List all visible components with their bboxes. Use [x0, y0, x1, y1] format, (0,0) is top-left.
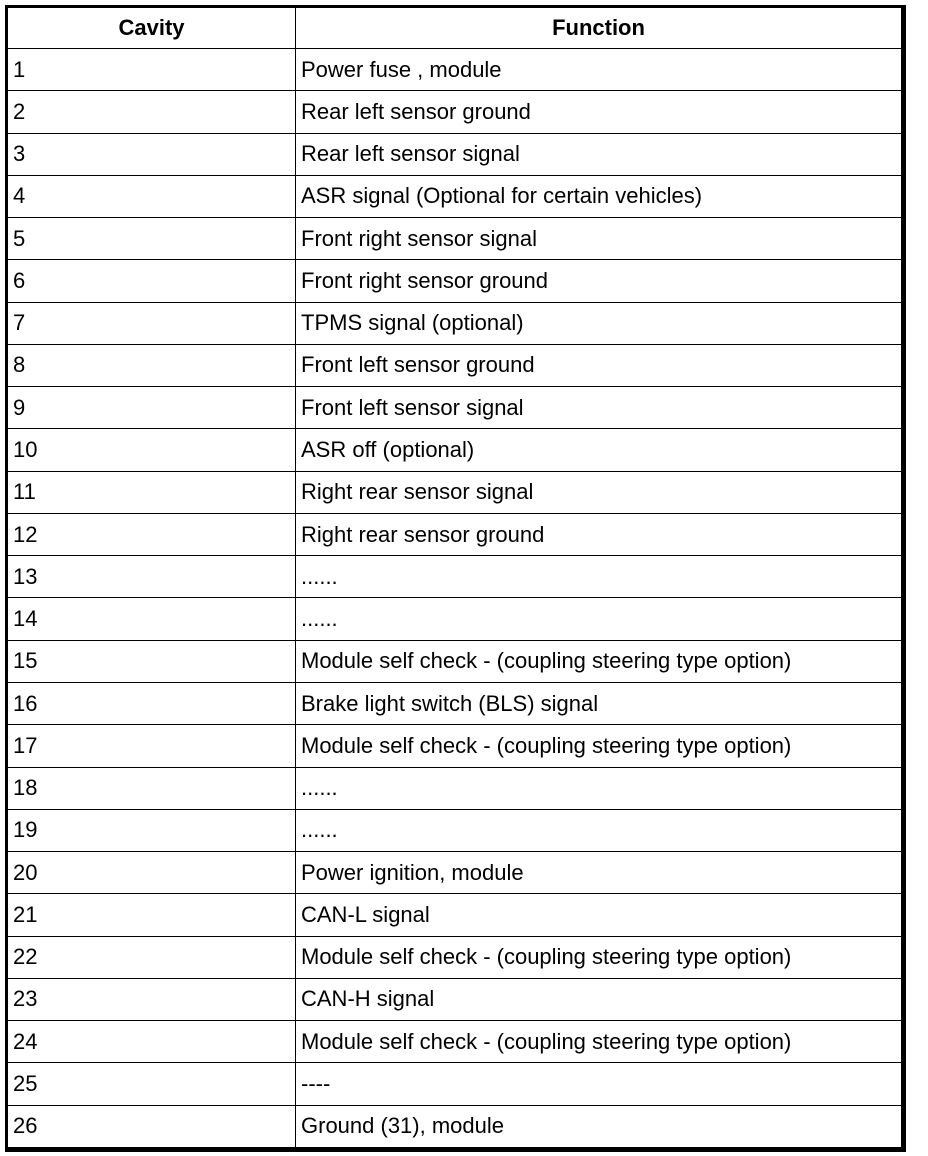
cavity-cell: 23 — [8, 978, 296, 1020]
function-cell: Right rear sensor signal — [296, 471, 902, 513]
table-row — [8, 218, 902, 260]
function-cell: Rear left sensor signal — [296, 133, 902, 175]
cavity-cell: 22 — [8, 936, 296, 978]
cavity-cell: 14 — [8, 598, 296, 640]
function-cell: Ground (31), module — [296, 1105, 902, 1147]
table-row — [8, 894, 902, 936]
function-cell: Brake light switch (BLS) signal — [296, 682, 902, 724]
table-row — [8, 978, 902, 1020]
table-row — [8, 852, 902, 894]
function-cell: Rear left sensor ground — [296, 91, 902, 133]
table-row — [8, 725, 902, 767]
function-cell: ...... — [296, 556, 902, 598]
table-row — [8, 809, 902, 851]
table-row — [8, 598, 902, 640]
cavity-cell: 12 — [8, 513, 296, 555]
cavity-cell: 25 — [8, 1063, 296, 1105]
cavity-cell: 13 — [8, 556, 296, 598]
table-row — [8, 133, 902, 175]
table-header-row — [8, 8, 902, 49]
table-row — [8, 1063, 902, 1105]
cavity-cell: 5 — [8, 218, 296, 260]
table-row — [8, 513, 902, 555]
cavity-cell: 21 — [8, 894, 296, 936]
function-cell: TPMS signal (optional) — [296, 302, 902, 344]
table-row — [8, 302, 902, 344]
table-row — [8, 767, 902, 809]
cavity-cell: 7 — [8, 302, 296, 344]
table-row — [8, 1105, 902, 1147]
function-cell: ...... — [296, 767, 902, 809]
function-cell: ASR signal (Optional for certain vehicles) — [296, 175, 902, 217]
function-cell: Power fuse , module — [296, 49, 902, 91]
header-function: Function — [296, 8, 902, 49]
cavity-cell: 2 — [8, 91, 296, 133]
cavity-cell: 4 — [8, 175, 296, 217]
table-row — [8, 936, 902, 978]
cavity-cell: 9 — [8, 387, 296, 429]
cavity-cell: 24 — [8, 1021, 296, 1063]
function-cell: Module self check - (coupling steering type option) — [296, 936, 902, 978]
function-cell: Module self check - (coupling steering type option) — [296, 725, 902, 767]
cavity-cell: 8 — [8, 344, 296, 386]
cavity-cell: 10 — [8, 429, 296, 471]
function-cell: ASR off (optional) — [296, 429, 902, 471]
function-cell: Right rear sensor ground — [296, 513, 902, 555]
cavity-function-table-frame — [5, 5, 906, 1152]
header-cavity: Cavity — [8, 8, 296, 49]
function-cell: Power ignition, module — [296, 852, 902, 894]
function-cell: Module self check - (coupling steering type option) — [296, 640, 902, 682]
function-cell: ---- — [296, 1063, 902, 1105]
table-row — [8, 682, 902, 724]
cavity-function-table — [7, 7, 902, 1148]
cavity-cell: 11 — [8, 471, 296, 513]
table-row — [8, 429, 902, 471]
function-cell: Front right sensor ground — [296, 260, 902, 302]
cavity-cell: 15 — [8, 640, 296, 682]
cavity-cell: 16 — [8, 682, 296, 724]
function-cell: CAN-L signal — [296, 894, 902, 936]
cavity-cell: 17 — [8, 725, 296, 767]
table-row — [8, 387, 902, 429]
function-cell: Front left sensor ground — [296, 344, 902, 386]
table-row — [8, 471, 902, 513]
cavity-cell: 20 — [8, 852, 296, 894]
cavity-cell: 6 — [8, 260, 296, 302]
function-cell: CAN-H signal — [296, 978, 902, 1020]
table-row — [8, 260, 902, 302]
function-cell: Front right sensor signal — [296, 218, 902, 260]
cavity-cell: 3 — [8, 133, 296, 175]
table-row — [8, 1021, 902, 1063]
table-row — [8, 640, 902, 682]
table-row — [8, 91, 902, 133]
cavity-cell: 18 — [8, 767, 296, 809]
table-row — [8, 49, 902, 91]
cavity-cell: 19 — [8, 809, 296, 851]
table-row — [8, 556, 902, 598]
cavity-cell: 1 — [8, 49, 296, 91]
function-cell: Module self check - (coupling steering type option) — [296, 1021, 902, 1063]
table-row — [8, 175, 902, 217]
cavity-cell: 26 — [8, 1105, 296, 1147]
function-cell: ...... — [296, 809, 902, 851]
function-cell: ...... — [296, 598, 902, 640]
function-cell: Front left sensor signal — [296, 387, 902, 429]
table-row — [8, 344, 902, 386]
